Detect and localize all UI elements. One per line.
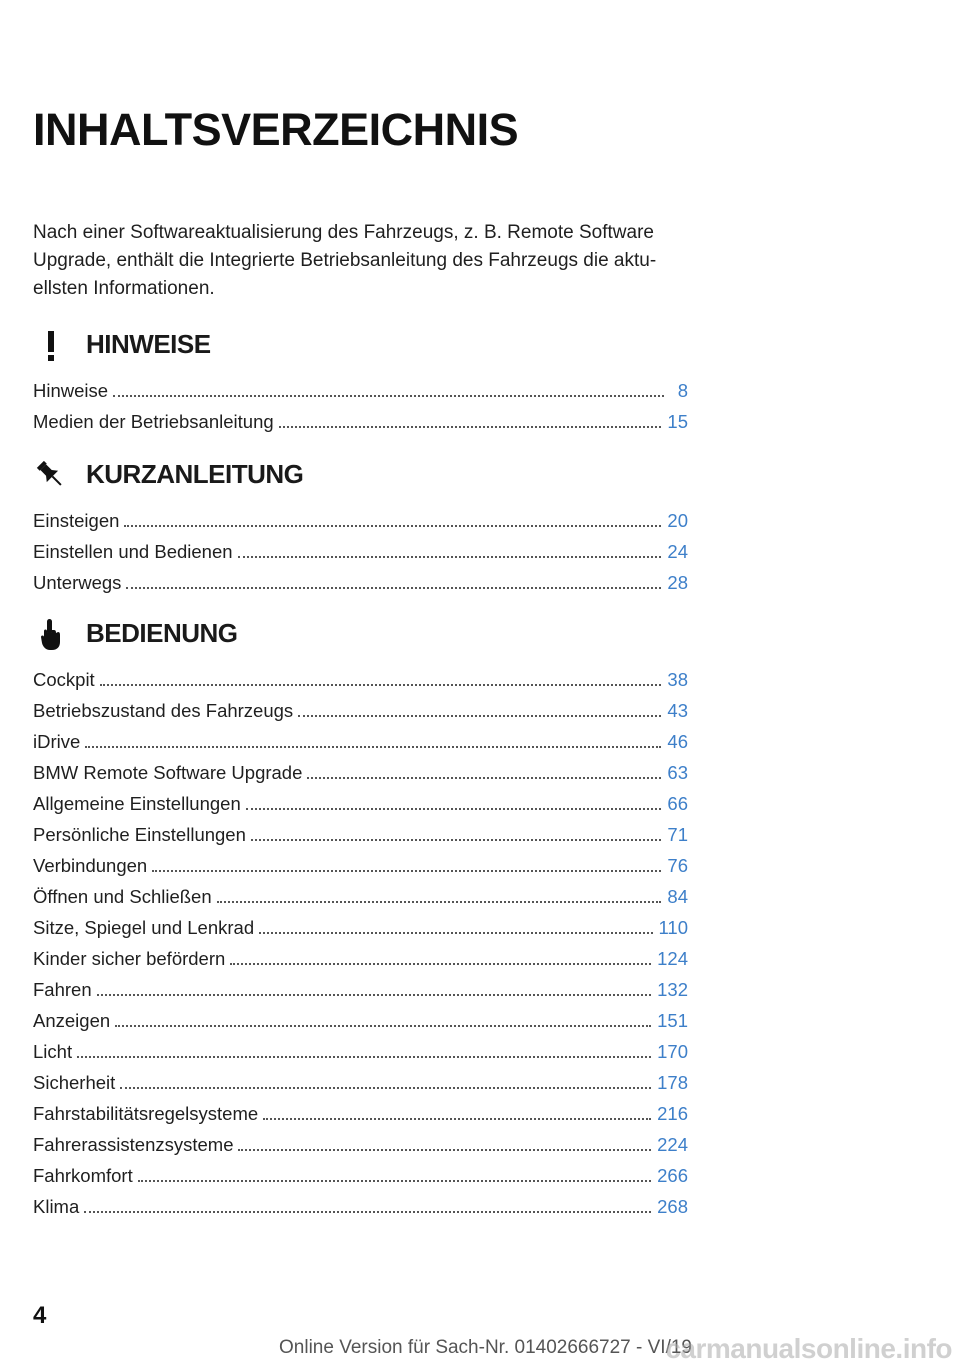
intro-text: Nach einer Softwareaktualisierung des Fahrzeugs, z. B. Remote Software Upgrade, enthält die Integrierte Betriebsanleitung des Fahrzeugs die aktuellsten Informationen. [33,222,657,299]
toc-entry[interactable] [33,722,688,753]
toc-entry[interactable] [33,371,688,402]
leader-dots [85,746,661,748]
leader-dots [263,1118,651,1120]
toc-page-link[interactable]: 24 [667,541,688,562]
toc-entry-label: Fahrkomfort [33,1165,133,1186]
toc-entry[interactable] [33,846,688,877]
toc-entry[interactable] [33,1094,688,1125]
toc-entry-label: Klima [33,1196,80,1217]
leader-dots [84,1211,651,1213]
toc-list [33,660,688,1218]
toc-entry[interactable] [33,908,688,939]
toc-entry-label: Unterwegs [33,572,122,593]
toc-entry-label: Kinder sicher befördern [33,948,226,969]
toc-entry-label: Hinweise [33,380,109,401]
toc-page-link[interactable]: 46 [667,731,688,752]
toc-list [33,501,688,594]
toc-entry-label: Cockpit [33,669,95,690]
toc-entry-label: Allgemeine Einstellungen [33,793,241,814]
leader-dots [138,1180,651,1182]
toc-entry-label: Sitze, Spiegel und Lenkrad [33,917,255,938]
site-watermark: carmanualsonline.info [665,1333,952,1364]
toc-entry[interactable] [33,691,688,722]
leader-dots [298,715,661,717]
toc-entry-label: Fahrstabilitätsregelsysteme [33,1103,259,1124]
toc-entry-label: Sicherheit [33,1072,116,1093]
leader-dots [124,525,661,527]
toc-entry-label: Einstellen und Bedienen [33,541,233,562]
toc-page-link[interactable]: 178 [657,1072,688,1093]
leader-dots [238,1149,651,1151]
leader-dots [77,1056,651,1058]
toc-page-link[interactable]: 8 [677,380,688,401]
section-title: BEDIENUNG [86,618,238,648]
toc-page-link[interactable]: 28 [667,572,688,593]
toc-page-link[interactable]: 110 [658,917,688,938]
toc-entry[interactable] [33,815,688,846]
toc-entry[interactable] [33,660,688,691]
leader-dots [238,556,662,558]
toc-page-link[interactable]: 216 [657,1103,688,1124]
toc-entry[interactable] [33,784,688,815]
section-header [33,327,688,371]
pushpin-icon [33,457,69,493]
exclamation-icon [33,327,69,363]
toc-entry-label: Einsteigen [33,510,120,531]
toc-entry-label: Medien der Betriebsanleitung [33,411,274,432]
toc-page-link[interactable]: 268 [657,1196,688,1217]
section-header [33,457,688,501]
toc-entry[interactable] [33,532,688,563]
toc-entry[interactable] [33,501,688,532]
section-kurzanleitung [33,457,688,594]
toc-list [33,371,688,433]
toc-entry[interactable] [33,1156,688,1187]
toc-entry[interactable] [33,753,688,784]
toc-page-link[interactable]: 71 [667,824,688,845]
toc-entry[interactable] [33,1032,688,1063]
leader-dots [307,777,661,779]
toc-entry[interactable] [33,1001,688,1032]
section-hinweise [33,327,688,433]
leader-dots [120,1087,651,1089]
toc-entry[interactable] [33,1125,688,1156]
toc-entry[interactable] [33,877,688,908]
toc-page-link[interactable]: 266 [657,1165,688,1186]
page-title: INHALTSVERZEICHNIS [33,104,519,155]
toc-entry-label: Verbindungen [33,855,148,876]
toc-page-link[interactable]: 84 [667,886,688,907]
toc-page-link[interactable]: 132 [657,979,688,1000]
toc-entry-label: Öffnen und Schließen [33,886,212,907]
toc-page-link[interactable]: 76 [667,855,688,876]
toc-entry-label: Licht [33,1041,73,1062]
leader-dots [246,808,662,810]
toc-entry-label: Fahrerassistenzsysteme [33,1134,234,1155]
toc-page-link[interactable]: 66 [667,793,688,814]
leader-dots [259,932,652,934]
section-header [33,616,688,660]
toc-entry[interactable] [33,970,688,1001]
toc-page-link[interactable]: 224 [657,1134,688,1155]
toc-entry[interactable] [33,1063,688,1094]
toc-entry[interactable] [33,563,688,594]
toc-page-link[interactable]: 63 [667,762,688,783]
toc-page-link[interactable]: 43 [667,700,688,721]
leader-dots [126,587,661,589]
toc-page-link[interactable]: 15 [667,411,688,432]
toc-page-link[interactable]: 170 [657,1041,688,1062]
section-title: HINWEISE [86,329,211,359]
toc-entry[interactable] [33,939,688,970]
section-bedienung [33,616,688,1218]
leader-dots [100,684,662,686]
toc-entry-label: BMW Remote Software Upgrade [33,762,303,783]
page-number: 4 [33,1302,47,1329]
pointing-hand-icon [33,616,69,652]
toc-entry-label: Anzeigen [33,1010,111,1031]
toc-entry-label: Fahren [33,979,92,1000]
leader-dots [115,1025,651,1027]
toc-page-link[interactable]: 124 [657,948,688,969]
leader-dots [230,963,651,965]
toc-entry[interactable] [33,402,688,433]
leader-dots [97,994,652,996]
toc-entry-label: Persönliche Einstellungen [33,824,246,845]
toc-page-link[interactable]: 38 [667,669,688,690]
online-version-note: Online Version für Sach-Nr. 01402666727 - VI/19 [279,1337,692,1358]
leader-dots [152,870,661,872]
toc-entry-label: Betriebszustand des Fahrzeugs [33,700,294,721]
section-title: KURZANLEITUNG [86,459,304,489]
toc-entry-label: iDrive [33,731,81,752]
leader-dots [251,839,662,841]
toc-page-link[interactable]: 151 [657,1010,688,1031]
toc-page-link[interactable]: 20 [667,510,688,531]
toc-entry[interactable] [33,1187,688,1218]
leader-dots [217,901,662,903]
leader-dots [113,395,664,397]
leader-dots [279,426,662,428]
